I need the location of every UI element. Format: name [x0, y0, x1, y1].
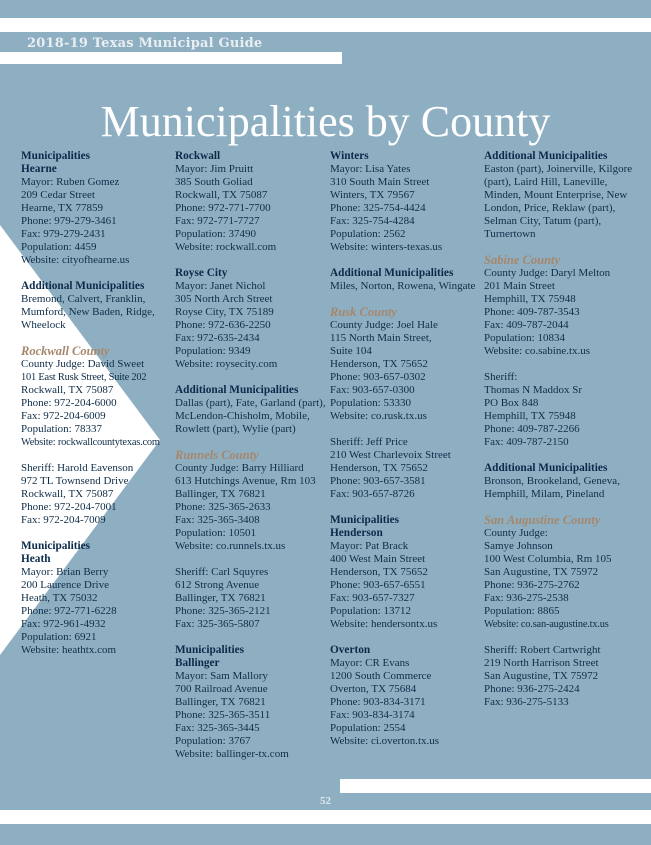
entry-line: Fax: 979-279-2431	[21, 228, 106, 240]
county-heading: Sabine County	[484, 253, 561, 267]
entry-line: Thomas N Maddox Sr	[484, 384, 583, 396]
entry-block	[175, 267, 327, 371]
municipality-list: Dallas (part), Fate, Garland (part), McLendon-Chisholm, Mobile, Rowlett (part), Wylie (part)	[175, 397, 326, 435]
entry-line: Phone: 325-365-2633	[175, 501, 271, 513]
entry-line: Population: 3767	[175, 735, 251, 747]
column-3	[330, 150, 482, 761]
column-4	[484, 150, 636, 722]
entry-line: Winters, TX 79567	[330, 189, 415, 201]
entry-line: Population: 2554	[330, 722, 406, 734]
entry-line: 613 Hutchings Avenue, Rm 103	[175, 475, 316, 487]
entry-block	[330, 306, 482, 423]
entry-block	[330, 514, 482, 631]
entry-line: Fax: 972-204-6009	[21, 410, 106, 422]
entry-line: Sheriff: Jeff Price	[330, 436, 408, 448]
entry-block	[484, 462, 636, 501]
entry-line: Website: co.rusk.tx.us	[330, 410, 427, 422]
entry-line: Population: 53330	[330, 397, 411, 409]
entry-line: Population: 4459	[21, 241, 97, 253]
entry-line: San Augustine, TX 75972	[484, 670, 599, 682]
section-heading: Additional Municipalities	[21, 280, 145, 292]
section-heading: Additional Municipalities	[175, 384, 299, 396]
entry-block	[21, 345, 173, 449]
entry-block	[484, 150, 636, 241]
entry-line: Phone: 325-754-4424	[330, 202, 426, 214]
entry-line: 400 West Main Street	[330, 553, 426, 565]
entry-line: Mayor: Ruben Gomez	[21, 176, 120, 188]
section-heading: Municipalities	[175, 644, 245, 656]
entry-line: Phone: 325-365-3511	[175, 709, 271, 721]
entry-line: Phone: 936-275-2424	[484, 683, 580, 695]
section-heading: Additional Municipalities	[484, 462, 608, 474]
entry-block	[330, 150, 482, 254]
entry-line: Heath, TX 75032	[21, 592, 98, 604]
entry-line: Population: 37490	[175, 228, 256, 240]
page-number: 52	[320, 795, 331, 807]
entry-line: Sheriff:	[484, 371, 518, 383]
entry-line: Phone: 972-636-2250	[175, 319, 271, 331]
entry-line: Mayor: Pat Brack	[330, 540, 409, 552]
footer-rule-short	[340, 779, 651, 793]
entry-line: Rockwall, TX 75087	[175, 189, 268, 201]
entry-block	[21, 462, 173, 527]
entry-line: Ballinger, TX 76821	[175, 696, 266, 708]
entry-line: Phone: 972-771-6228	[21, 605, 117, 617]
entry-block	[175, 566, 327, 631]
entry-line: County Judge:	[484, 527, 548, 539]
entry-block	[330, 267, 482, 293]
entry-line: Mayor: Brian Berry	[21, 566, 109, 578]
entry-line: 100 West Columbia, Rm 105	[484, 553, 612, 565]
entry-line: Sheriff: Robert Cartwright	[484, 644, 601, 656]
entry-line: County Judge: Joel Hale	[330, 319, 438, 331]
entry-line: Sheriff: Carl Squyres	[175, 566, 269, 578]
entry-line: Fax: 936-275-5133	[484, 696, 569, 708]
entry-line: Mayor: Janet Nichol	[175, 280, 266, 292]
municipality-name: Winters	[330, 150, 369, 162]
entry-block	[175, 644, 327, 761]
entry-line: 209 Cedar Street	[21, 189, 95, 201]
entry-line: Population: 2562	[330, 228, 406, 240]
entry-line: 201 Main Street	[484, 280, 555, 292]
entry-line: PO Box 848	[484, 397, 539, 409]
entry-line: Population: 9349	[175, 345, 251, 357]
municipality-list: Bremond, Calvert, Franklin, Mumford, New Baden, Ridge, Wheelock	[21, 293, 155, 331]
entry-line: Mayor: Jim Pruitt	[175, 163, 254, 175]
entry-line: Samye Johnson	[484, 540, 553, 552]
entry-block	[484, 514, 636, 631]
entry-line: Website: hendersontx.us	[330, 618, 438, 630]
county-heading: Runnels County	[175, 448, 259, 462]
entry-line: Ballinger, TX 76821	[175, 592, 266, 604]
entry-line: Website: winters-texas.us	[330, 241, 443, 253]
entry-line: Website: ci.overton.tx.us	[330, 735, 440, 747]
entry-line: Henderson, TX 75652	[330, 566, 428, 578]
entry-line: Website: rockwallcountytexas.com	[21, 437, 160, 448]
entry-line: Phone: 972-204-7001	[21, 501, 117, 513]
county-heading: Rusk County	[330, 305, 398, 319]
entry-line: Population: 6921	[21, 631, 97, 643]
entry-line: Fax: 903-657-8726	[330, 488, 415, 500]
entry-line: Website: co.sabine.tx.us	[484, 345, 591, 357]
entry-line: Website: co.runnels.tx.us	[175, 540, 286, 552]
entry-line: Phone: 972-204-6000	[21, 397, 117, 409]
entry-line: Population: 13712	[330, 605, 411, 617]
entry-line: Mayor: Lisa Yates	[330, 163, 411, 175]
entry-line: Phone: 903-657-3581	[330, 475, 426, 487]
entry-line: County Judge: Barry Hilliard	[175, 462, 304, 474]
entry-block	[175, 449, 327, 553]
section-heading: Additional Municipalities	[330, 267, 454, 279]
entry-block	[21, 280, 173, 332]
entry-line: 310 South Main Street	[330, 176, 430, 188]
entry-block	[330, 644, 482, 748]
entry-line: Website: cityofhearne.us	[21, 254, 130, 266]
entry-line: Fax: 325-754-4284	[330, 215, 415, 227]
entry-line: Fax: 903-834-3174	[330, 709, 415, 721]
entry-line: Phone: 903-834-3171	[330, 696, 426, 708]
municipality-name: Overton	[330, 644, 371, 656]
entry-line: Phone: 979-279-3461	[21, 215, 117, 227]
entry-line: Rockwall, TX 75087	[21, 488, 114, 500]
entry-line: Royse City, TX 75189	[175, 306, 274, 318]
entry-block	[175, 150, 327, 254]
entry-line: 219 North Harrison Street	[484, 657, 599, 669]
entry-line: Website: rockwall.com	[175, 241, 277, 253]
entry-line: Fax: 936-275-2538	[484, 592, 569, 604]
entry-line: Hearne, TX 77859	[21, 202, 103, 214]
entry-line: 305 North Arch Street	[175, 293, 273, 305]
entry-line: Population: 8865	[484, 605, 560, 617]
municipality-list: Bronson, Brookeland, Geneva, Hemphill, Milam, Pineland	[484, 475, 620, 500]
entry-line: Phone: 409-787-2266	[484, 423, 580, 435]
entry-line: Fax: 409-787-2044	[484, 319, 569, 331]
entry-line: Mayor: CR Evans	[330, 657, 410, 669]
entry-block	[21, 540, 173, 657]
entry-line: 385 South Goliad	[175, 176, 253, 188]
entry-line: Fax: 972-204-7009	[21, 514, 106, 526]
entry-block	[175, 384, 327, 436]
entry-line: Hemphill, TX 75948	[484, 410, 576, 422]
guide-title: 2018-19 Texas Municipal Guide	[27, 36, 263, 51]
entry-line: 200 Laurence Drive	[21, 579, 109, 591]
entry-line: Fax: 972-961-4932	[21, 618, 106, 630]
entry-line: Website: heathtx.com	[21, 644, 117, 656]
entry-line: 115 North Main Street,	[330, 332, 432, 344]
entry-line: Population: 78337	[21, 423, 102, 435]
footer-rule	[0, 810, 651, 824]
municipality-name: Rockwall	[175, 150, 221, 162]
entry-block	[484, 371, 636, 449]
entry-line: Overton, TX 75684	[330, 683, 417, 695]
municipality-name: Henderson	[330, 527, 383, 539]
entry-line: Phone: 936-275-2762	[484, 579, 580, 591]
municipality-list: Miles, Norton, Rowena, Wingate	[330, 280, 476, 292]
entry-line: 972 TL Townsend Drive	[21, 475, 129, 487]
municipality-name: Heath	[21, 553, 51, 565]
entry-line: Henderson, TX 75652	[330, 462, 428, 474]
entry-line: Hemphill, TX 75948	[484, 293, 576, 305]
entry-line: Phone: 325-365-2121	[175, 605, 271, 617]
section-heading: Municipalities	[21, 150, 91, 162]
entry-line: Phone: 972-771-7700	[175, 202, 271, 214]
entry-line: Population: 10501	[175, 527, 256, 539]
entry-line: 101 East Rusk Street, Suite 202	[21, 372, 147, 383]
entry-line: 1200 South Commerce	[330, 670, 432, 682]
entry-line: Fax: 972-771-7727	[175, 215, 260, 227]
entry-line: 700 Railroad Avenue	[175, 683, 268, 695]
entry-line: 612 Strong Avenue	[175, 579, 260, 591]
entry-line: Website: co.san-augustine.tx.us	[484, 619, 609, 630]
entry-line: County Judge: Daryl Melton	[484, 267, 611, 279]
section-heading: Municipalities	[330, 514, 400, 526]
column-2	[175, 150, 327, 774]
page-title: Municipalities by County	[100, 97, 551, 146]
municipality-name: Hearne	[21, 163, 57, 175]
entry-block	[484, 644, 636, 709]
county-heading: Rockwall County	[21, 344, 110, 358]
entry-line: Fax: 325-365-5807	[175, 618, 260, 630]
entry-line: County Judge: David Sweet	[21, 358, 145, 370]
entry-line: Fax: 325-365-3445	[175, 722, 260, 734]
entry-line: Henderson, TX 75652	[330, 358, 428, 370]
entry-block	[330, 436, 482, 501]
entry-line: Sheriff: Harold Eavenson	[21, 462, 134, 474]
entry-line: Suite 104	[330, 345, 372, 357]
entry-line: Fax: 409-787-2150	[484, 436, 569, 448]
entry-line: 210 West Charlevoix Street	[330, 449, 451, 461]
county-heading: San Augustine County	[484, 513, 601, 527]
entry-block	[21, 150, 173, 267]
municipality-list: Easton (part), Joinerville, Kilgore (part), Laird Hill, Laneville, Minden, Mount Enterprise, New London, Price, Reklaw (part), Selman City, Tatum (part), Turnertown	[484, 163, 633, 240]
entry-line: Phone: 903-657-6551	[330, 579, 426, 591]
entry-line: Phone: 409-787-3543	[484, 306, 580, 318]
entry-line: Rockwall, TX 75087	[21, 384, 114, 396]
section-heading: Municipalities	[21, 540, 91, 552]
entry-line: Mayor: Sam Mallory	[175, 670, 268, 682]
entry-block	[484, 254, 636, 358]
column-1	[21, 150, 173, 670]
entry-line: Fax: 325-365-3408	[175, 514, 260, 526]
entry-line: Population: 10834	[484, 332, 565, 344]
municipality-name: Royse City	[175, 267, 228, 279]
entry-line: San Augustine, TX 75972	[484, 566, 599, 578]
entry-line: Website: roysecity.com	[175, 358, 278, 370]
entry-line: Phone: 903-657-0302	[330, 371, 426, 383]
entry-line: Website: ballinger-tx.com	[175, 748, 289, 760]
entry-line: Fax: 903-657-7327	[330, 592, 415, 604]
entry-line: Fax: 972-635-2434	[175, 332, 260, 344]
entry-line: Ballinger, TX 76821	[175, 488, 266, 500]
municipality-name: Ballinger	[175, 657, 220, 669]
section-heading: Additional Municipalities	[484, 150, 608, 162]
entry-line: Fax: 903-657-0300	[330, 384, 415, 396]
